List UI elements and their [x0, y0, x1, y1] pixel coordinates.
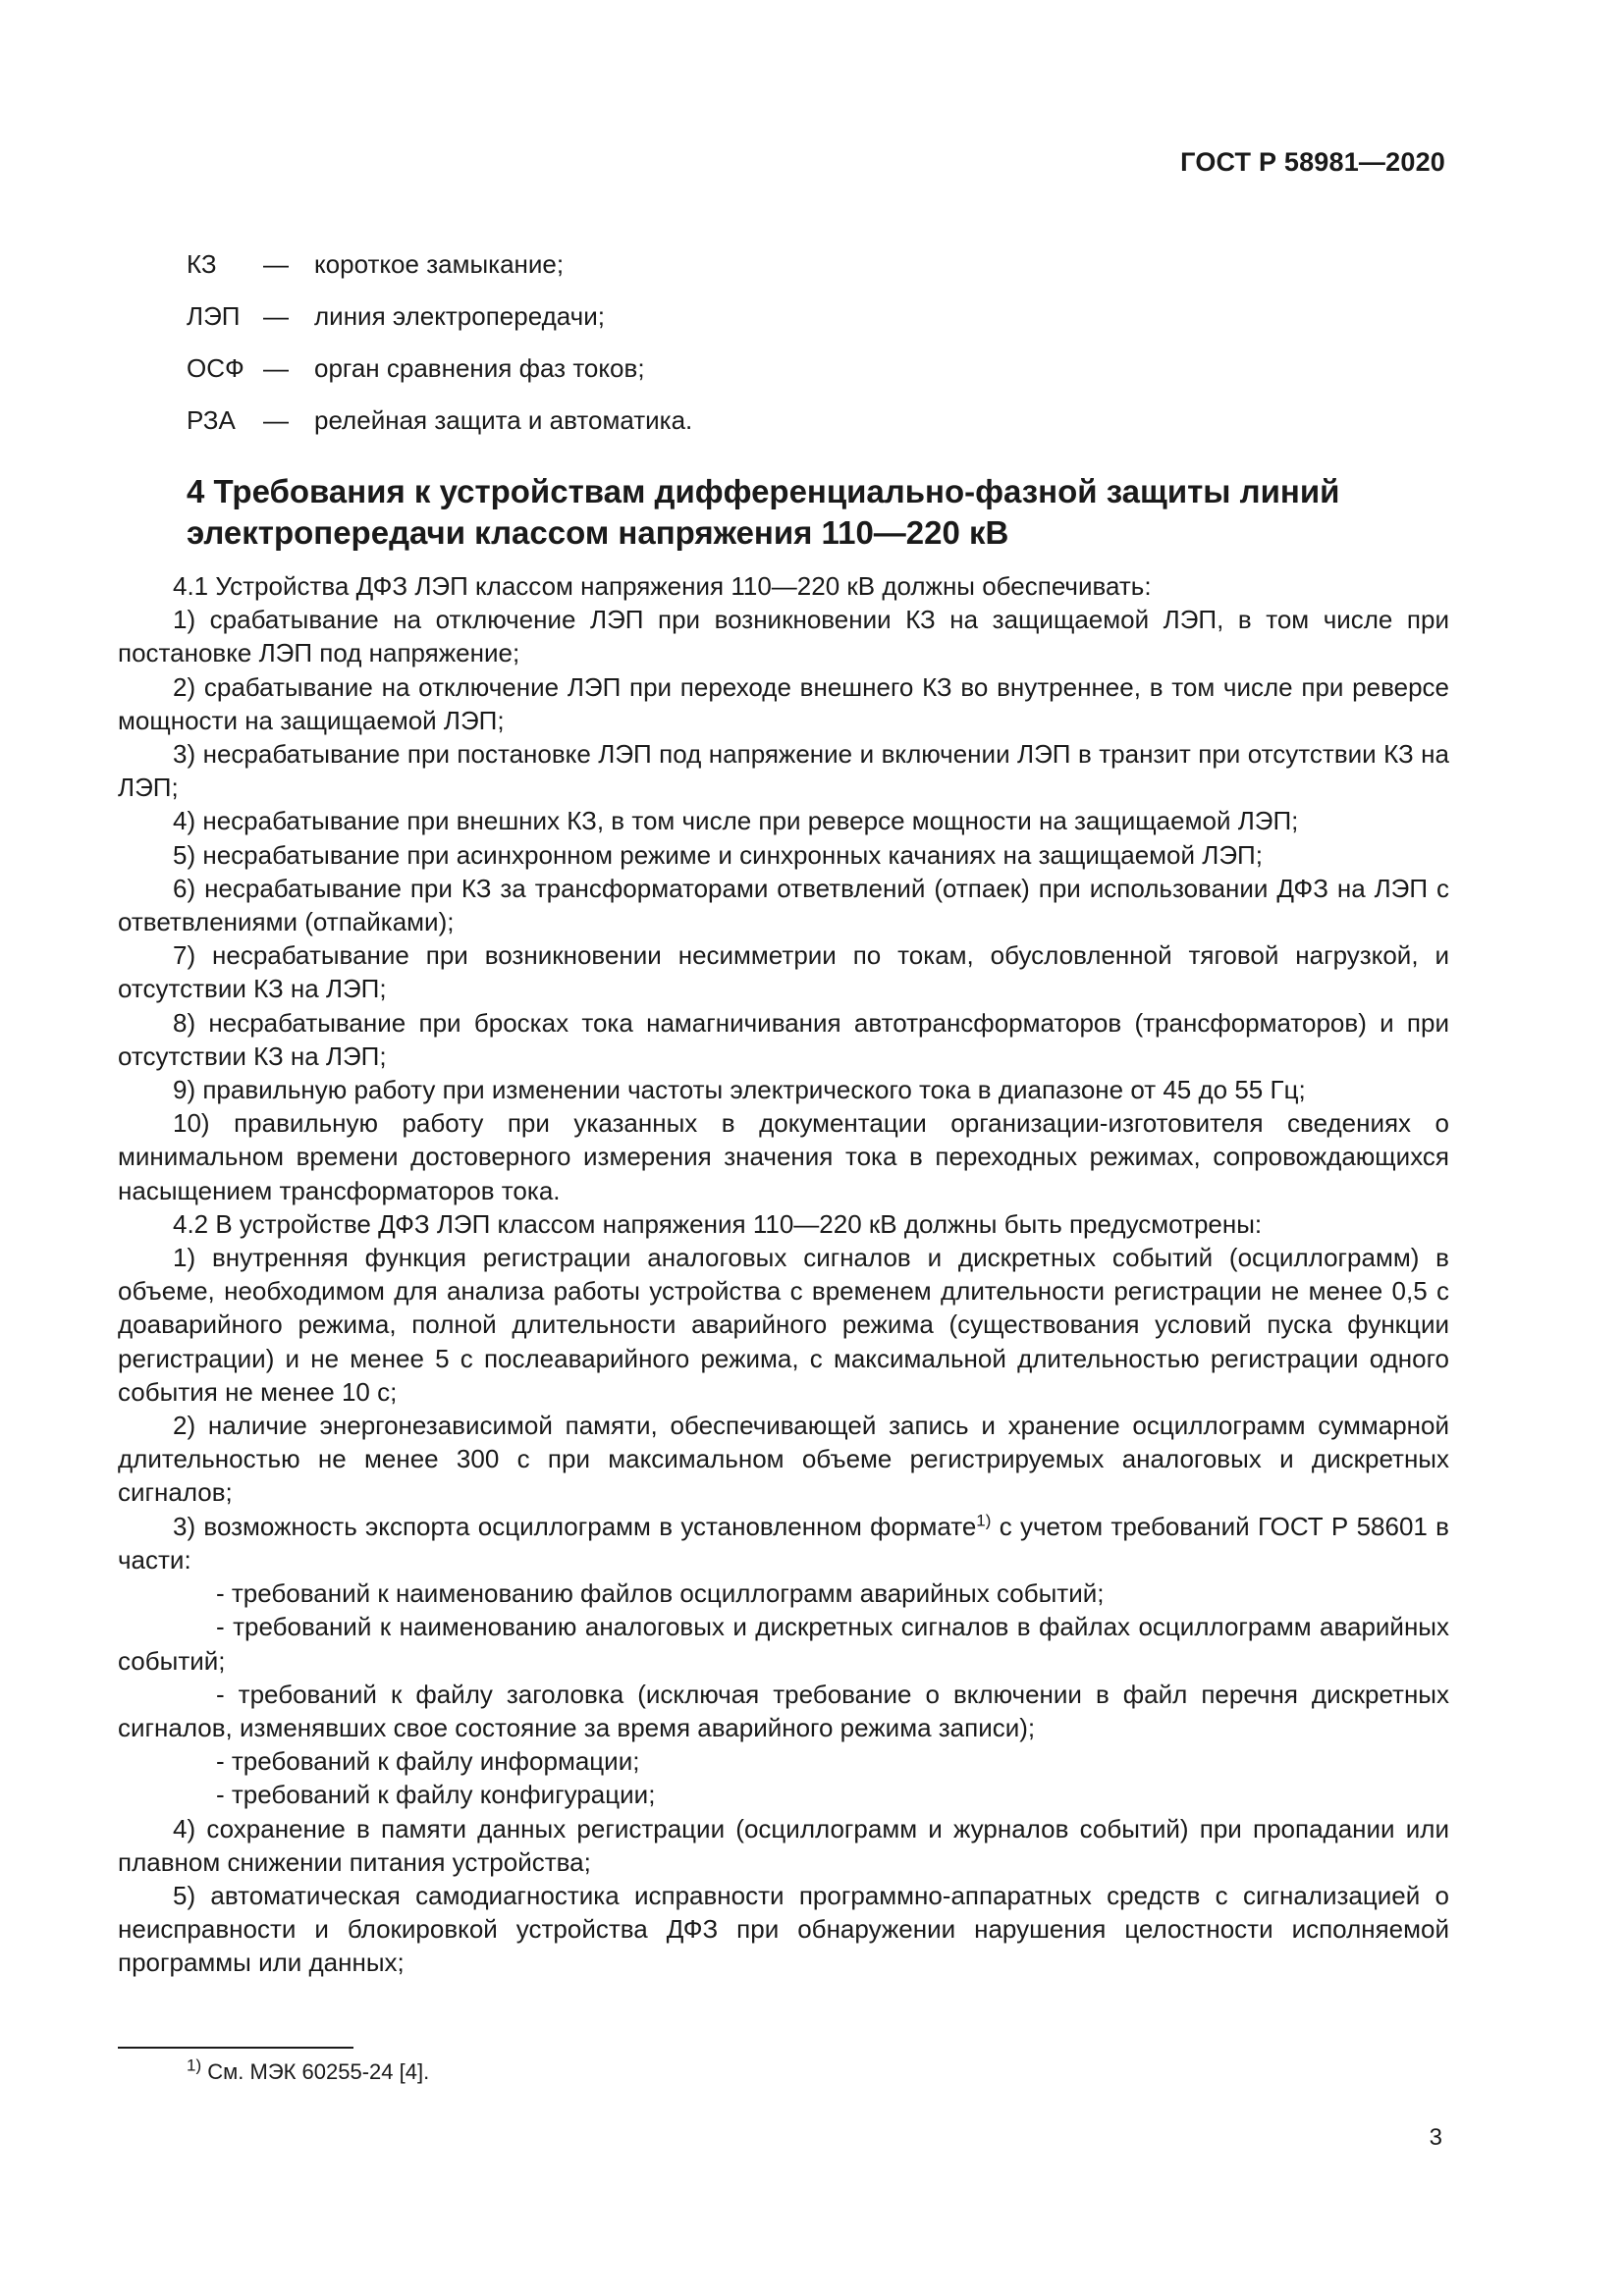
footnote-text: См. МЭК 60255-24 [4].: [207, 2059, 430, 2084]
page-number: 3: [1429, 2124, 1442, 2151]
section-heading: [187, 471, 1443, 554]
dash-item: [118, 1610, 1449, 1677]
footnote-divider: [118, 2047, 353, 2049]
footnote-reference[interactable]: 1): [976, 1511, 992, 1530]
list-item: 2) срабатывание на отключение ЛЭП при переходе внешнего КЗ во внутреннее, в том числе при реверсе мощности на защищаемой ЛЭП;: [118, 671, 1449, 735]
abbreviation-code: ЛЭП: [187, 301, 241, 331]
list-item-text: с учетом требований ГОСТ Р 58601 в части:: [118, 1511, 1449, 1575]
abbreviation-item: [187, 395, 692, 447]
dash-item-text: - требований к наименованию файлов осциллограмм аварийных событий;: [216, 1578, 1105, 1609]
abbreviation-item: [187, 291, 692, 343]
dash-item-text: - требований к файлу конфигурации;: [216, 1780, 656, 1810]
dash-item: [118, 1678, 1449, 1744]
list-item: 7) несрабатывание при возникновении несимметрии по токам, обусловленной тяговой нагрузкой, и отсутствии КЗ на ЛЭП;: [118, 940, 1449, 1004]
document-id-header: ГОСТ Р 58981—2020: [1180, 147, 1445, 177]
list-item: 1) внутренняя функция регистрации аналоговых сигналов и дискретных событий (осциллограмм) в объеме, необходимом для анализа работы устройства с временем длительности регистрации не менее 0,5 с доаварийного режима, полной длительности аварийного режима (существования условий пуска функции регистрации) и не менее 5 с послеаварийного режима, с максимальной длительностью регистрации одного события не менее 10 с;: [118, 1243, 1449, 1407]
list-item: 8) несрабатывание при бросках тока намагничивания автотрансформаторов (трансформаторов) и при отсутствии КЗ на ЛЭП;: [118, 1007, 1449, 1071]
abbreviation-dash: —: [263, 405, 289, 435]
list-item: 2) наличие энергонезависимой памяти, обеспечивающей запись и хранение осциллограмм суммарной длительностью не менее 300 с при максимальном объеме регистрируемых аналоговых и дискретных сигналов;: [118, 1411, 1449, 1508]
abbreviation-code: ОСФ: [187, 353, 244, 383]
dash-item: [118, 1576, 1449, 1610]
list-item: 5) несрабатывание при асинхронном режиме и синхронных качаниях на защищаемой ЛЭП;: [173, 839, 1263, 870]
abbreviation-dash: —: [263, 353, 289, 383]
dash-item-text: - требований к файлу информации;: [216, 1746, 640, 1777]
abbreviation-code: КЗ: [187, 249, 217, 279]
list-item: 1) срабатывание на отключение ЛЭП при возникновении КЗ на защищаемой ЛЭП, в том числе при постановке ЛЭП под напряжение;: [118, 605, 1449, 668]
list-item: 5) автоматическая самодиагностика исправности программно-аппаратных средств с сигнализацией о неисправности и блокировкой устройства ДФЗ при обнаружении нарушения целостности исполняемой программы или данных;: [118, 1880, 1449, 1978]
footnote: [187, 2056, 430, 2085]
abbreviation-definition: орган сравнения фаз токов;: [314, 353, 645, 383]
dash-item: [118, 1778, 1449, 1811]
list-item: [118, 1510, 1449, 1576]
list-item: 4) сохранение в памяти данных регистрации (осциллограмм и журналов событий) при пропадании или плавном снижении питания устройства;: [118, 1813, 1449, 1877]
abbreviation-dash: —: [263, 301, 289, 331]
abbreviation-item: [187, 343, 692, 395]
list-item: 3) несрабатывание при постановке ЛЭП под напряжение и включении ЛЭП в транзит при отсутствии КЗ на ЛЭП;: [118, 739, 1449, 803]
abbreviation-dash: —: [263, 249, 289, 279]
abbreviation-list: [187, 239, 692, 447]
list-item: 10) правильную работу при указанных в документации организации-изготовителя сведениях о минимальном времени достоверного измерения значения тока в переходных режимах, сопровождающихся насыщением трансформаторов тока.: [118, 1108, 1449, 1205]
list-item: 9) правильную работу при изменении частоты электрического тока в диапазоне от 45 до 55 Гц;: [173, 1075, 1306, 1105]
dash-item: [118, 1744, 1449, 1778]
abbreviation-item: [187, 239, 692, 291]
dash-item-text: - требований к наименованию аналоговых и дискретных сигналов в файлах осциллограмм аварийных событий;: [118, 1612, 1449, 1676]
abbreviation-definition: линия электропередачи;: [314, 301, 605, 331]
section-heading-line-1: 4 Требования к устройствам дифференциально-фазной защиты линий: [187, 473, 1340, 509]
clause-4-2: 4.2 В устройстве ДФЗ ЛЭП классом напряжения 110—220 кВ должны быть предусмотрены:: [173, 1208, 1263, 1239]
section-heading-line-2: электропередачи классом напряжения 110—220 кВ: [187, 514, 1009, 551]
list-item-text: 3) возможность экспорта осциллограмм в установленном формате: [173, 1511, 977, 1541]
abbreviation-code: РЗА: [187, 405, 236, 435]
abbreviation-definition: релейная защита и автоматика.: [314, 405, 693, 435]
dash-item-text: - требований к файлу заголовка (исключая требование о включении в файл перечня дискретных сигналов, изменявших свое состояние за время аварийного режима записи);: [118, 1679, 1449, 1742]
document-body: [118, 569, 1449, 1980]
abbreviation-definition: короткое замыкание;: [314, 249, 565, 279]
list-item: 6) несрабатывание при КЗ за трансформаторами ответвлений (отпаек) при использовании ДФЗ на ЛЭП с ответвлениями (отпайками);: [118, 873, 1449, 937]
list-item: 4) несрабатывание при внешних КЗ, в том числе при реверсе мощности на защищаемой ЛЭП;: [173, 806, 1299, 836]
clause-4-1: 4.1 Устройства ДФЗ ЛЭП классом напряжения 110—220 кВ должны обеспечивать:: [173, 571, 1152, 601]
footnote-mark: 1): [187, 2056, 202, 2075]
